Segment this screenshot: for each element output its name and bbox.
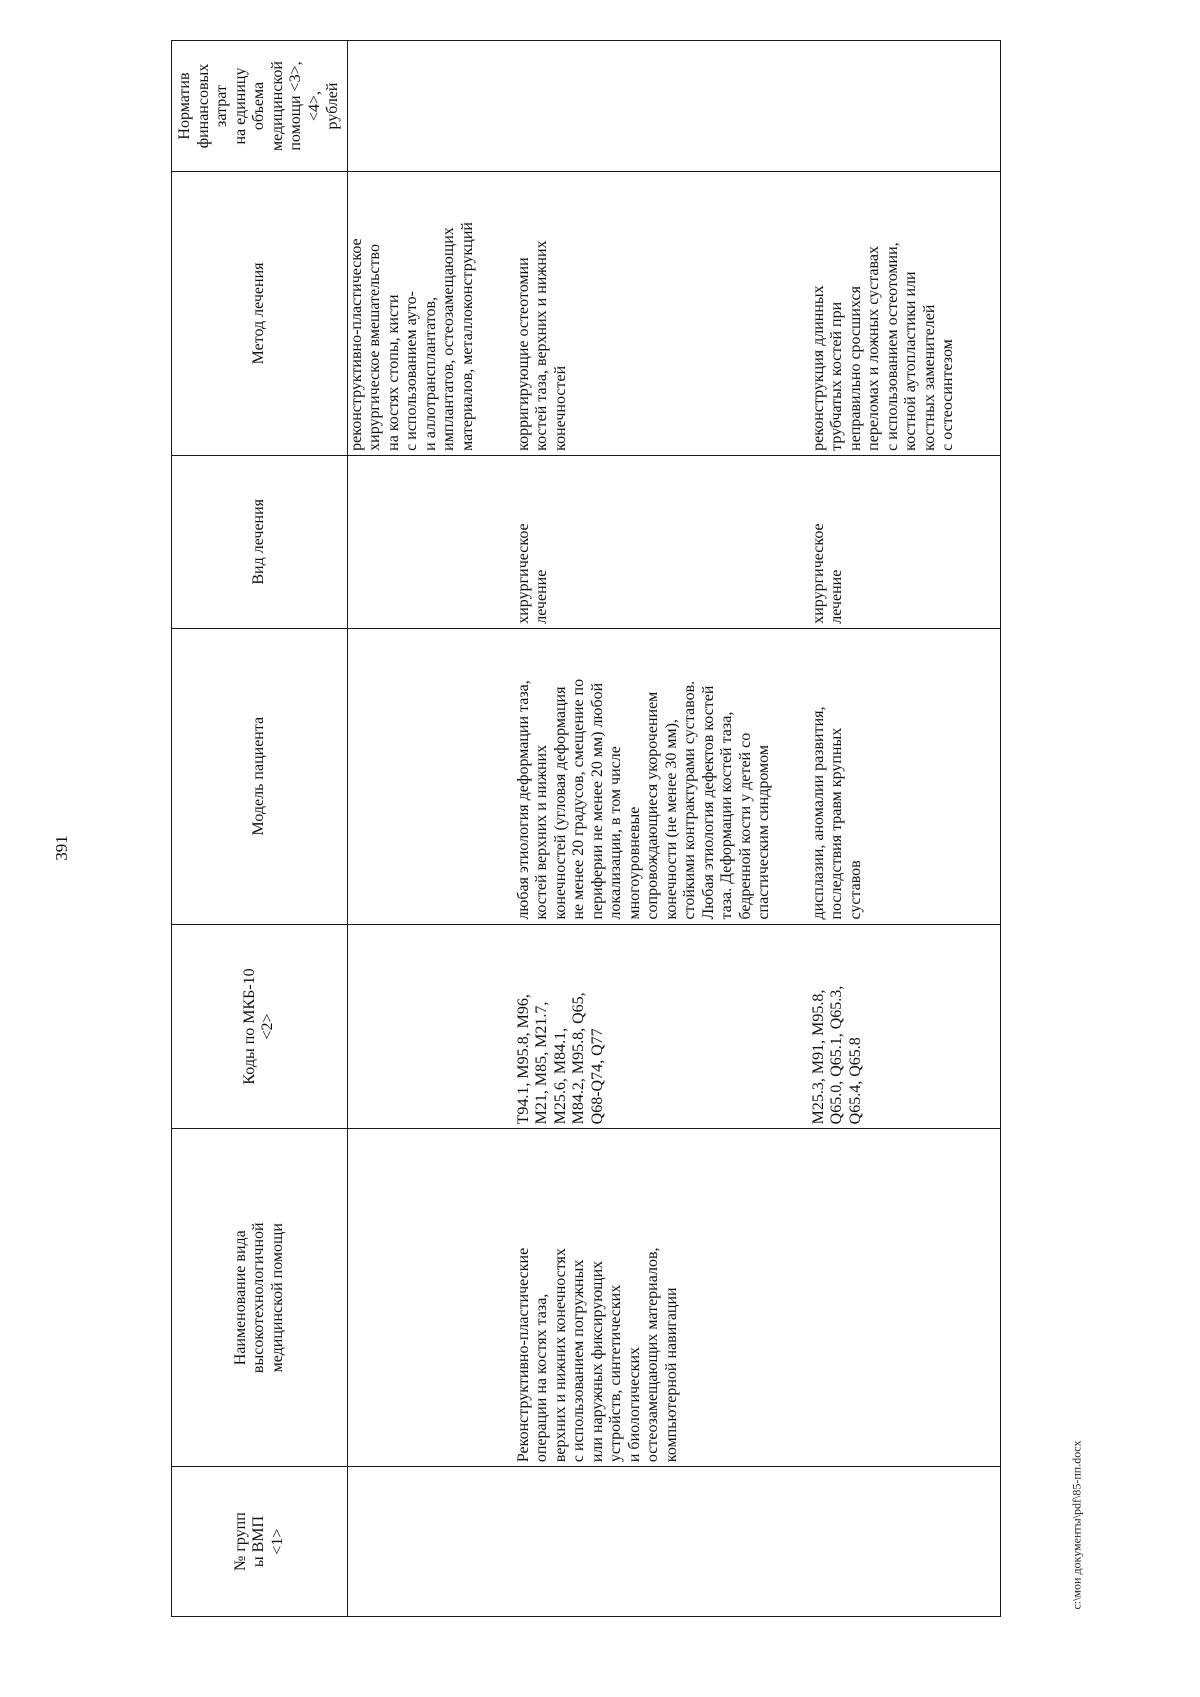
cell-care-type-name [347,1129,515,1467]
cell-treatment-type: хирургическое лечение [515,455,810,628]
header-group-number: № групп ы ВМП <1> [172,1467,348,1617]
vmp-table [171,40,1001,1617]
header-treatment-method: Метод лечения [172,172,348,456]
cell-icd10-codes [347,924,515,1129]
cell-treatment-type [347,455,515,628]
cell-treatment-method: корригирующие остеотомии костей таза, верхних и нижних конечностей [515,172,810,456]
rotated-page-content [171,40,1171,1617]
cell-patient-model: любая этиология деформации таза, костей верхних и нижних конечностей (угловая деформация не менее 20 градусов, смещение по периферии не менее 20 мм) любой локализации, в том числе многоуровневые сопровождающиеся укорочением конечности (не менее 30 мм), стойкими контрактурами суставов. Любая этиология дефектов костей таза. Деформации костей таза, бедренной кости у детей со спастическим синдромом [515,628,810,924]
cell-care-type-name [810,1129,1001,1467]
table-row [515,41,810,1617]
header-icd10-codes: Коды по МКБ-10 <2> [172,924,348,1129]
cell-treatment-method: реконструкция длинных трубчатых костей при неправильно сросшихся переломах и ложных суставах с использованием остеотомии, костной аутопластики или костных заменителей с остеосинтезом [810,172,1001,456]
header-patient-model: Модель пациента [172,628,348,924]
cell-cost-norm [347,41,515,172]
cell-group-number [347,1467,515,1617]
cell-patient-model [347,628,515,924]
table-row [810,41,1001,1617]
header-care-type-name: Наименование вида высокотехнологичной медицинской помощи [172,1129,348,1467]
cell-cost-norm [515,41,810,172]
cell-group-number [515,1467,810,1617]
cell-cost-norm [810,41,1001,172]
cell-patient-model: дисплазии, аномалии развития, последствия травм крупных суставов [810,628,1001,924]
cell-icd10-codes: M25.3, M91, M95.8, Q65.0, Q65.1, Q65.3, Q65.4, Q65.8 [810,924,1001,1129]
header-treatment-type: Вид лечения [172,455,348,628]
footer-file-path: c:\мои документы\pdf\85-пп.docx [1069,1440,1084,1610]
table-header-row [172,41,348,1617]
cell-treatment-method: реконструктивно-пластическое хирургическое вмешательство на костях стопы, кисти с использованием ауто- и аллотрансплантатов, имплантатов, остеозамещающих материалов, металлоконструкций [347,172,515,456]
cell-icd10-codes: T94.1, M95.8, M96, M21, M85, M21.7, M25.6, M84.1, M84.2, M95.8, Q65, Q68-Q74, Q77 [515,924,810,1129]
table-row [347,41,515,1617]
cell-treatment-type: хирургическое лечение [810,455,1001,628]
page-number: 391 [52,835,71,861]
cell-group-number [810,1467,1001,1617]
header-cost-norm: Норматив финансовых затрат на единицу объема медицинской помощи <3>, <4>, рублей [172,41,348,172]
cell-care-type-name: Реконструктивно-пластические операции на костях таза, верхних и нижних конечностях с использованием погружных или наружных фиксирующих устройств, синтетических и биологических остеозамещающих материалов, компьютерной навигации [515,1129,810,1467]
